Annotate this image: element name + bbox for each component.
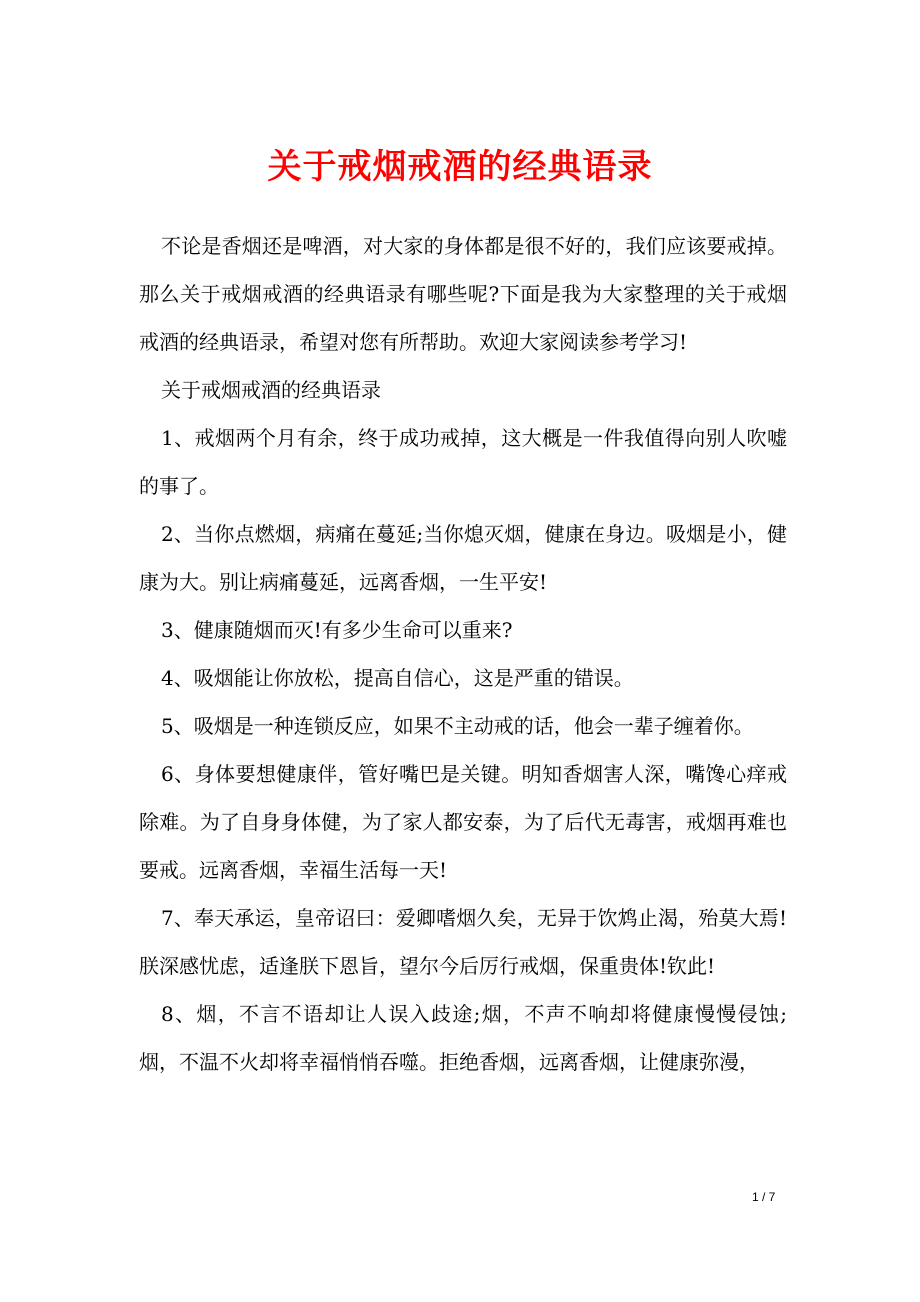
page-number: 1 / 7 <box>752 1190 776 1204</box>
quote-7: 7、奉天承运，皇帝诏曰：爱卿嗜烟久矣，无异于饮鸩止渴，殆莫大焉!朕深感忧虑，适逢朕下恩旨，望尔今后厉行戒烟，保重贵体!钦此! <box>139 906 787 978</box>
quote-5: 5、吸烟是一种连锁反应，如果不主动戒的话，他会一辈子缠着你。 <box>161 714 754 738</box>
document-title: 关于戒烟戒酒的经典语录 <box>267 147 653 187</box>
quote-2: 2、当你点燃烟，病痛在蔓延;当你熄灭烟，健康在身边。吸烟是小，健康为大。别让病痛蔓延，远离香烟，一生平安! <box>139 522 787 594</box>
intro-paragraph: 不论是香烟还是啤酒，对大家的身体都是很不好的，我们应该要戒掉。那么关于戒烟戒酒的经典语录有哪些呢?下面是我为大家整理的关于戒烟戒酒的经典语录，希望对您有所帮助。欢迎大家阅读参考学习! <box>139 234 787 354</box>
quote-8: 8、烟，不言不语却让人误入歧途;烟，不声不响却将健康慢慢侵蚀;烟，不温不火却将幸福悄悄吞噬。拒绝香烟，远离香烟，让健康弥漫， <box>139 1002 787 1074</box>
document-body <box>139 222 787 1086</box>
quote-1: 1、戒烟两个月有余，终于成功戒掉，这大概是一件我值得向别人吹嘘的事了。 <box>139 426 787 498</box>
section-heading: 关于戒烟戒酒的经典语录 <box>161 378 381 402</box>
quote-6: 6、身体要想健康伴，管好嘴巴是关键。明知香烟害人深，嘴馋心痒戒除难。为了自身身体健，为了家人都安泰，为了后代无毒害，戒烟再难也要戒。远离香烟，幸福生活每一天! <box>139 762 787 882</box>
quote-4: 4、吸烟能让你放松，提高自信心，这是严重的错误。 <box>161 666 634 690</box>
quote-3: 3、健康随烟而灭!有多少生命可以重来? <box>161 618 513 642</box>
